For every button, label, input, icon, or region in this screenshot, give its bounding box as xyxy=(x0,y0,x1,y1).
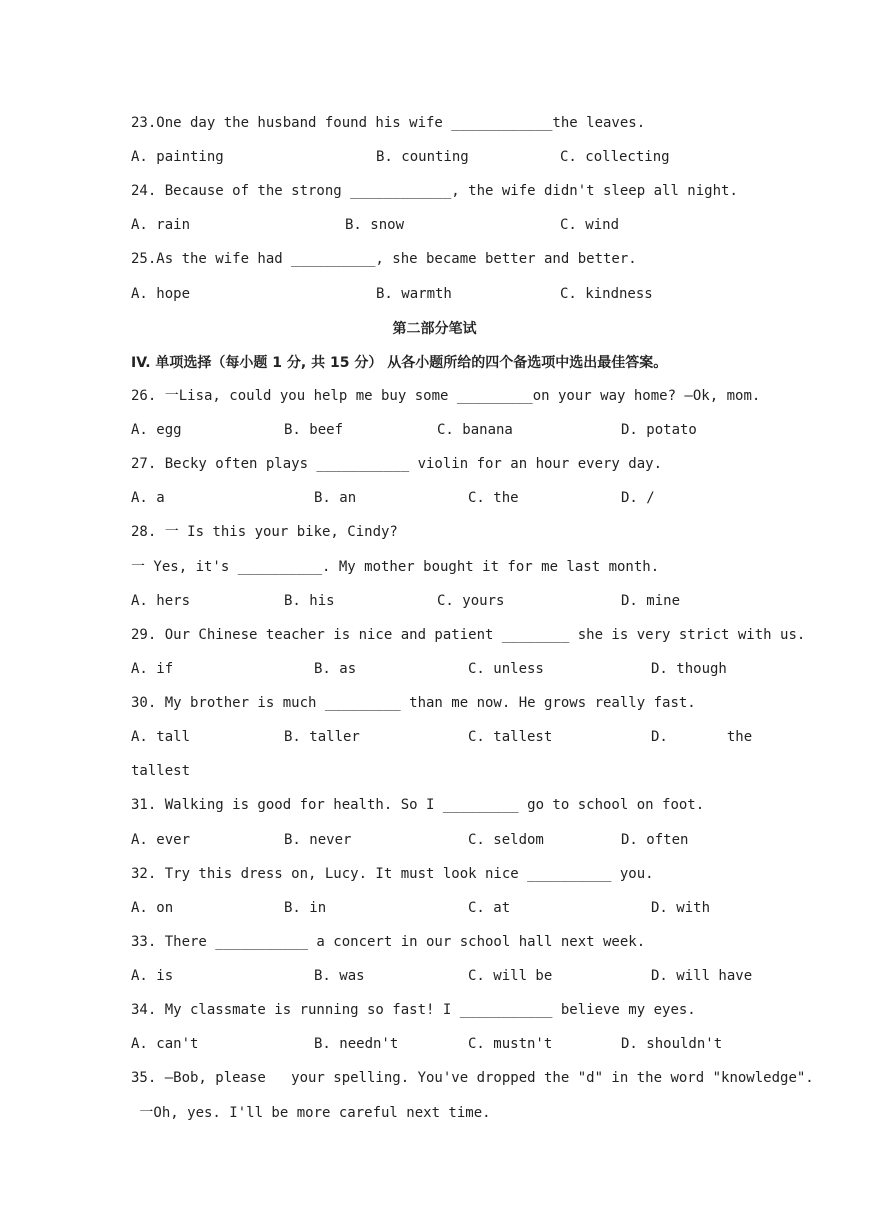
question-26-option-b: B. beef xyxy=(284,422,344,438)
question-32-option-a: A. on xyxy=(131,900,174,916)
question-33-option-b: B. was xyxy=(314,968,365,984)
question-32-option-d: D. with xyxy=(651,900,711,916)
question-33-stem: 33. There ___________ a concert in our school hall next week. xyxy=(131,934,646,950)
question-30-option-b: B. taller xyxy=(284,729,360,745)
question-31-stem: 31. Walking is good for health. So I _________ go to school on foot. xyxy=(131,797,705,813)
question-33-option-a: A. is xyxy=(131,968,174,984)
question-27-stem: 27. Becky often plays ___________ violin for an hour every day. xyxy=(131,456,663,472)
question-27-option-d: D. / xyxy=(621,490,655,506)
question-23-option-a: A. painting xyxy=(131,149,224,165)
question-26-stem: 26. 一Lisa, could you help me buy some _________on your way home? —Ok, mom. xyxy=(131,388,761,404)
question-30-option-a: A. tall xyxy=(131,729,191,745)
question-24-option-b: B. snow xyxy=(345,217,405,233)
question-32-stem: 32. Try this dress on, Lucy. It must look nice __________ you. xyxy=(131,866,654,882)
question-34-option-c: C. mustn't xyxy=(468,1036,553,1052)
question-24-option-a: A. rain xyxy=(131,217,191,233)
question-27-option-a: A. a xyxy=(131,490,165,506)
question-28-option-a: A. hers xyxy=(131,593,191,609)
question-30-option-c: C. tallest xyxy=(468,729,553,745)
question-23-option-c: C. collecting xyxy=(560,149,670,165)
question-27-option-c: C. the xyxy=(468,490,519,506)
question-30-stem: 30. My brother is much _________ than me now. He grows really fast. xyxy=(131,695,696,711)
question-35-stem: 35. —Bob, please your spelling. You've dropped the "d" in the word "knowledge". xyxy=(131,1070,814,1086)
question-23-stem: 23.One day the husband found his wife ____________the leaves. xyxy=(131,115,646,131)
question-31-option-b: B. never xyxy=(284,832,352,848)
question-28-stem-line2: 一 Yes, it's __________. My mother bought it for me last month. xyxy=(131,559,660,575)
question-26-option-a: A. egg xyxy=(131,422,182,438)
question-28-option-d: D. mine xyxy=(621,593,681,609)
question-23-option-b: B. counting xyxy=(376,149,469,165)
question-25-option-a: A. hope xyxy=(131,286,191,302)
question-28-option-c: C. yours xyxy=(437,593,505,609)
question-29-option-d: D. though xyxy=(651,661,727,677)
question-27-option-b: B. an xyxy=(314,490,357,506)
question-34-option-a: A. can't xyxy=(131,1036,199,1052)
question-28-stem: 28. 一 Is this your bike, Cindy? xyxy=(131,524,398,540)
question-24-option-c: C. wind xyxy=(560,217,620,233)
section-iv-heading: IV. 单项选择（每小题 1 分, 共 15 分） 从各小题所给的四个备选项中选出最佳答案。 xyxy=(131,355,668,371)
question-31-option-d: D. often xyxy=(621,832,689,848)
question-29-stem: 29. Our Chinese teacher is nice and patient ________ she is very strict with us. xyxy=(131,627,806,643)
question-26-option-d: D. potato xyxy=(621,422,697,438)
question-32-option-c: C. at xyxy=(468,900,511,916)
question-25-option-b: B. warmth xyxy=(376,286,452,302)
question-31-option-a: A. ever xyxy=(131,832,191,848)
question-34-option-d: D. shouldn't xyxy=(621,1036,723,1052)
question-31-option-c: C. seldom xyxy=(468,832,544,848)
question-29-option-a: A. if xyxy=(131,661,174,677)
question-35-stem-line2: 一Oh, yes. I'll be more careful next time. xyxy=(131,1105,491,1121)
question-33-option-d: D. will have xyxy=(651,968,753,984)
question-25-stem: 25.As the wife had __________, she became better and better. xyxy=(131,251,637,267)
question-29-option-b: B. as xyxy=(314,661,357,677)
question-33-option-c: C. will be xyxy=(468,968,553,984)
question-29-option-c: C. unless xyxy=(468,661,544,677)
question-32-option-b: B. in xyxy=(284,900,327,916)
question-34-stem: 34. My classmate is running so fast! I ___________ believe my eyes. xyxy=(131,1002,696,1018)
part2-heading: 第二部分笔试 xyxy=(392,321,477,337)
question-26-option-c: C. banana xyxy=(437,422,513,438)
question-34-option-b: B. needn't xyxy=(314,1036,399,1052)
question-25-option-c: C. kindness xyxy=(560,286,653,302)
question-30-option-d: D. the xyxy=(651,729,753,745)
question-30-option-d-wrap: tallest xyxy=(131,763,191,779)
question-24-stem: 24. Because of the strong ____________, the wife didn't sleep all night. xyxy=(131,183,738,199)
question-28-option-b: B. his xyxy=(284,593,335,609)
